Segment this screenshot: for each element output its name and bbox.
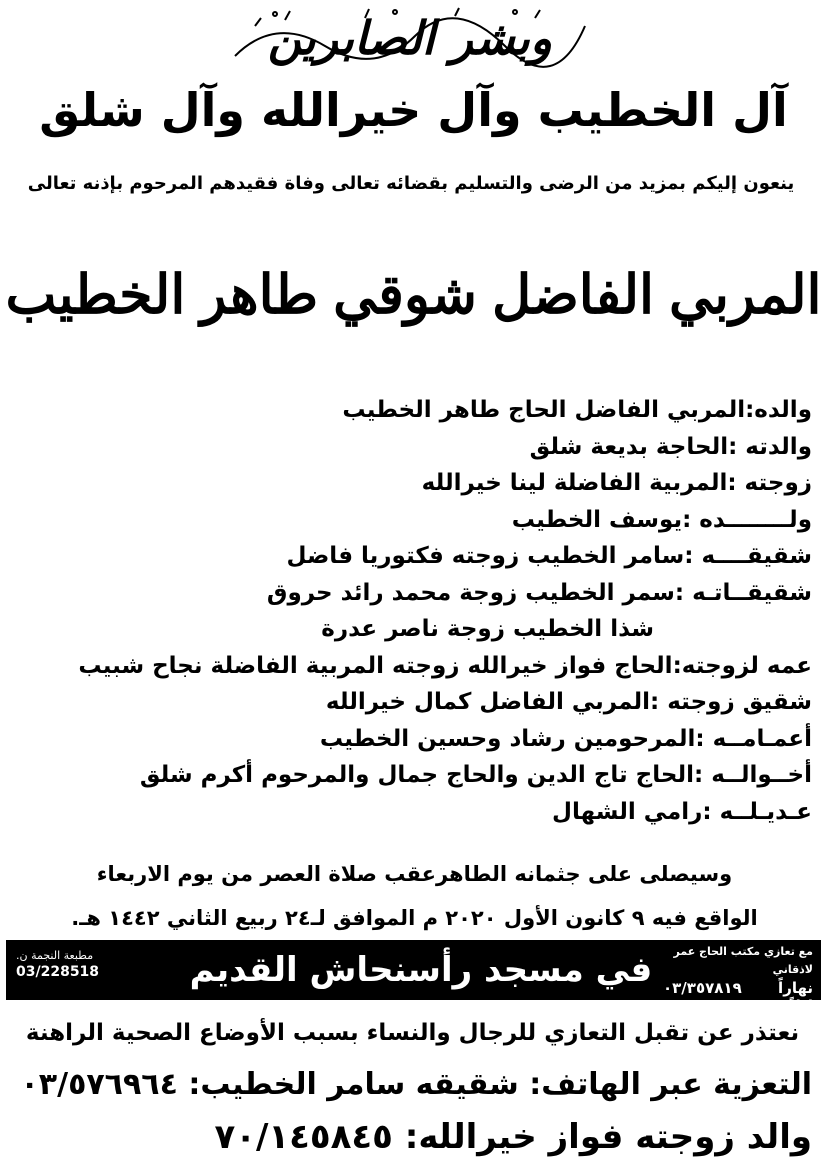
relative-label: والدته :: [728, 433, 812, 460]
relative-value: المربية الفاضلة لينا خيرالله: [421, 470, 728, 496]
night-phone: ٧١/٣٤٢٤٢٢: [663, 997, 742, 1015]
relative-label: زوجته :: [727, 470, 812, 496]
mosque-name: في مسجد رأسنحاش القديم: [189, 950, 653, 990]
office-day-phone: [663, 979, 813, 997]
relative-value: شذا الخطيب زوجة ناصر عدرة: [321, 616, 654, 642]
relative-label: والده:: [745, 397, 812, 423]
relative-label: أعمـامــه :: [695, 725, 812, 752]
relatives-list: [12, 392, 812, 830]
calligraphy-verse: وبشر الصابرين: [267, 11, 553, 65]
apology-notice: نعتذر عن تقبل التعازي للرجال والنساء بسبب الأوضاع الصحية الراهنة: [25, 1020, 800, 1046]
funeral-line-2: الواقع فيه ٩ كانون الأول ٢٠٢٠ م الموافق لـ٢٤ ربيع الثاني ١٤٤٢ هـ.: [71, 906, 758, 930]
relative-label: ولــــــــده :: [682, 506, 812, 533]
announcement-intro: ينعون إليكم بمزيد من الرضى والتسليم بقضائه تعالى وفاة فقيدهم المرحوم بإذنه تعالى: [27, 173, 795, 194]
condolence-line-2: [12, 1110, 812, 1164]
relative-row: [12, 392, 812, 429]
relative-label: شقيقــــه :: [684, 543, 812, 569]
families-heading: آل الخطيب وآل خيرالله وآل شلق: [39, 83, 788, 137]
day-label: نهاراً: [778, 979, 813, 997]
relative-value: يوسف الخطيب: [511, 506, 683, 533]
printer-phone: 03/228518: [16, 964, 100, 980]
relative-value: سمر الخطيب زوجة محمد رائد حروق: [266, 579, 675, 606]
relative-row: [12, 465, 812, 502]
condolence-line-1: [12, 1058, 812, 1112]
relative-label: عمه لزوجته:: [672, 652, 812, 679]
relative-value: المربي الفاضل كمال خيرالله: [325, 689, 651, 715]
relative-row: [12, 575, 812, 612]
relative-row: [12, 684, 812, 721]
relative-value: الحاجة بديعة شلق: [529, 433, 729, 460]
condolence-2-label: والد زوجته فواز خيرالله:: [404, 1117, 812, 1157]
relative-label: شقيقــاتـه :: [674, 579, 812, 606]
relative-label: أخــوالــه :: [694, 762, 812, 788]
printer-credit: [16, 948, 166, 980]
funeral-line-1: وسيصلى على جثمانه الطاهرعقب صلاة العصر من يوم الاربعاء: [96, 862, 733, 886]
relative-label: عـديـلــه :: [702, 798, 812, 825]
condolence-2-phone: ٧٠/١٤٥٨٤٥: [214, 1117, 393, 1157]
office-title: مع تعازي مكتب الحاج عمر لاذقاني: [673, 945, 813, 976]
relative-value: المربي الفاضل الحاج طاهر الخطيب: [342, 397, 746, 423]
relative-row: [12, 538, 812, 575]
relative-row: [12, 502, 812, 539]
mosque-banner: [6, 940, 821, 1015]
relative-value: الحاج فواز خيرالله زوجته المربية الفاضلة نجاح شبيب: [78, 652, 673, 679]
relative-value: الحاج تاج الدين والحاج جمال والمرحوم أكرم شلق: [139, 762, 694, 788]
relative-value: المرحومين رشاد وحسين الخطيب: [319, 725, 696, 752]
relative-row: [12, 757, 812, 794]
relative-row: [12, 611, 812, 648]
condolence-1-phone: ٠٣/٥٧٦٩٦٤: [20, 1067, 178, 1102]
printer-name: مطبعة النجمة ن.: [16, 949, 94, 962]
office-contacts: [663, 943, 813, 1015]
relative-row: [12, 648, 812, 685]
deceased-name: المربي الفاضل شوقي طاهر الخطيب: [5, 265, 822, 325]
day-phone: ٠٣/٣٥٧٨١٩: [663, 979, 742, 997]
night-label: ليلاً: [789, 997, 813, 1015]
relative-row: [12, 794, 812, 831]
relative-value: سامر الخطيب زوجته فكتوريا فاضل: [286, 543, 685, 569]
relative-label: شقيق زوجته :: [650, 689, 812, 715]
relative-row: [12, 429, 812, 466]
relative-row: [12, 721, 812, 758]
relative-value: رامي الشهال: [552, 798, 703, 825]
condolence-1-label: التعزية عبر الهاتف: شقيقه سامر الخطيب:: [188, 1067, 812, 1102]
funeral-prayer-info: [20, 852, 809, 940]
